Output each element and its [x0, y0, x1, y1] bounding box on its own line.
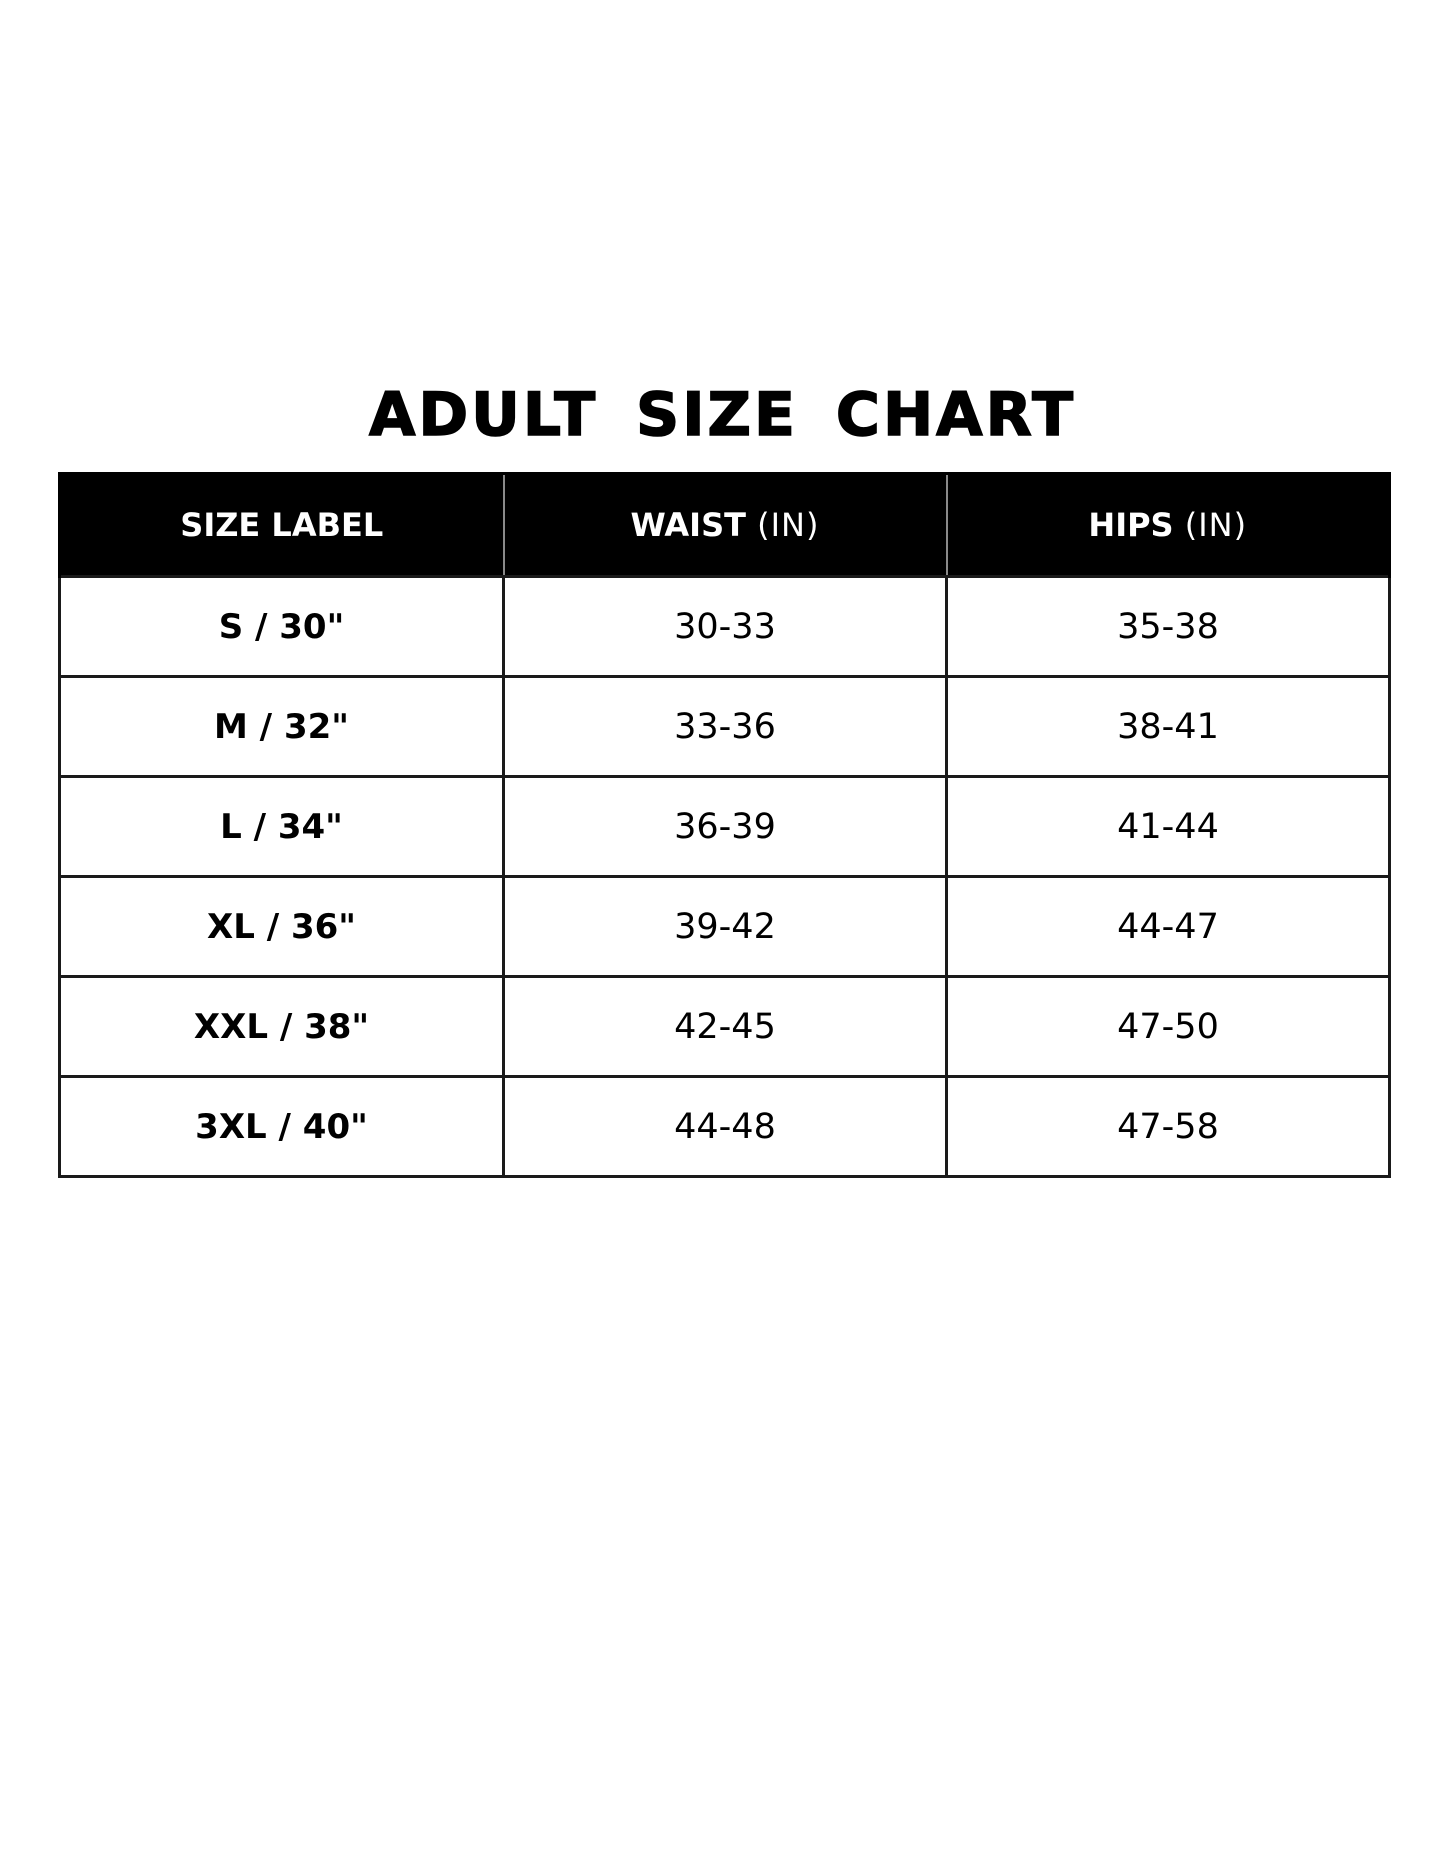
header-waist — [504, 474, 947, 577]
header-size-label-text: SIZE LABEL — [180, 506, 384, 544]
table-header — [60, 474, 1390, 577]
header-waist-unit: (IN) — [757, 506, 820, 544]
header-hips-text: HIPS — [1088, 506, 1174, 544]
hips-cell: 38-41 — [947, 677, 1390, 777]
header-size-label — [60, 474, 504, 577]
size-cell: XXL / 38" — [60, 977, 504, 1077]
table-body — [60, 577, 1390, 1177]
size-cell: 3XL / 40" — [60, 1077, 504, 1177]
page-title: ADULT SIZE CHART — [368, 380, 1077, 450]
waist-cell: 44-48 — [504, 1077, 947, 1177]
waist-cell: 36-39 — [504, 777, 947, 877]
waist-cell: 33-36 — [504, 677, 947, 777]
header-waist-text: WAIST — [630, 506, 746, 544]
hips-cell: 47-50 — [947, 977, 1390, 1077]
waist-cell: 42-45 — [504, 977, 947, 1077]
table-row — [60, 977, 1390, 1077]
header-hips — [947, 474, 1390, 577]
size-cell: M / 32" — [60, 677, 504, 777]
size-chart-table — [58, 472, 1391, 1178]
table-row — [60, 777, 1390, 877]
hips-cell: 35-38 — [947, 577, 1390, 677]
size-cell: L / 34" — [60, 777, 504, 877]
hips-cell: 41-44 — [947, 777, 1390, 877]
waist-cell: 39-42 — [504, 877, 947, 977]
hips-cell: 44-47 — [947, 877, 1390, 977]
size-cell: S / 30" — [60, 577, 504, 677]
size-cell: XL / 36" — [60, 877, 504, 977]
header-hips-unit: (IN) — [1184, 506, 1248, 544]
header-row — [60, 474, 1390, 577]
table-row — [60, 577, 1390, 677]
waist-cell: 30-33 — [504, 577, 947, 677]
hips-cell: 47-58 — [947, 1077, 1390, 1177]
table-row — [60, 677, 1390, 777]
table-row — [60, 1077, 1390, 1177]
table-row — [60, 877, 1390, 977]
